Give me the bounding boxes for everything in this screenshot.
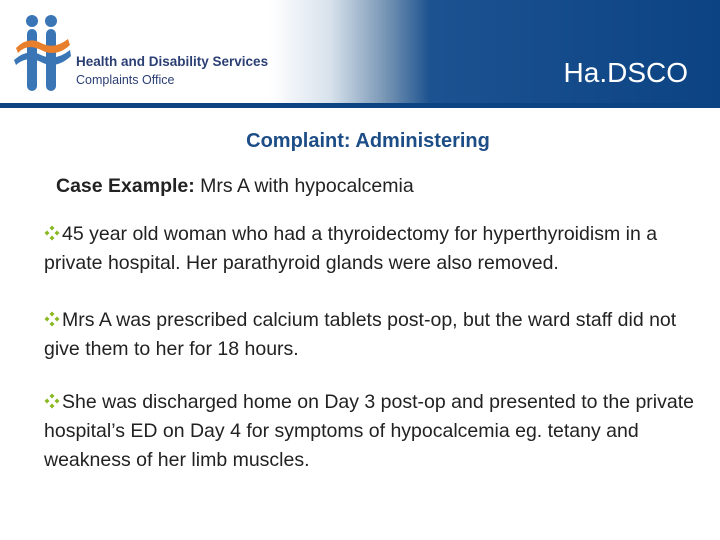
bullet-list (44, 220, 694, 503)
logo-title: Health and Disability Services (76, 54, 269, 69)
diamond-bullet-icon (44, 311, 60, 327)
people-figures-icon (10, 12, 76, 94)
case-text: Mrs A with hypocalcemia (194, 175, 414, 197)
diamond-bullet-icon (44, 393, 60, 409)
slide-title: Complaint: Administering (246, 130, 490, 152)
bullet-text: She was discharged home on Day 3 post-op and presented to the private hospital’s ED on Day 4 for symptoms of hypocalcemia eg. tetany and weakness of her limb muscles. (44, 391, 694, 471)
diamond-bullet-icon (44, 225, 60, 241)
bullet-text: 45 year old woman who had a thyroidectomy for hyperthyroidism in a private hospital. Her parathyroid glands were also removed. (44, 223, 658, 274)
list-item (44, 306, 694, 364)
logo-subtitle: Complaints Office (76, 73, 175, 87)
list-item (44, 388, 694, 475)
bullet-text: Mrs A was prescribed calcium tablets post-op, but the ward staff did not give them to her for 18 hours. (44, 309, 677, 360)
case-label: Case Example: (56, 175, 195, 197)
case-example (56, 175, 414, 198)
logo (10, 12, 268, 94)
header-rule (0, 103, 720, 108)
list-item (44, 220, 694, 278)
brand-name: Ha.DSCO (563, 57, 688, 88)
